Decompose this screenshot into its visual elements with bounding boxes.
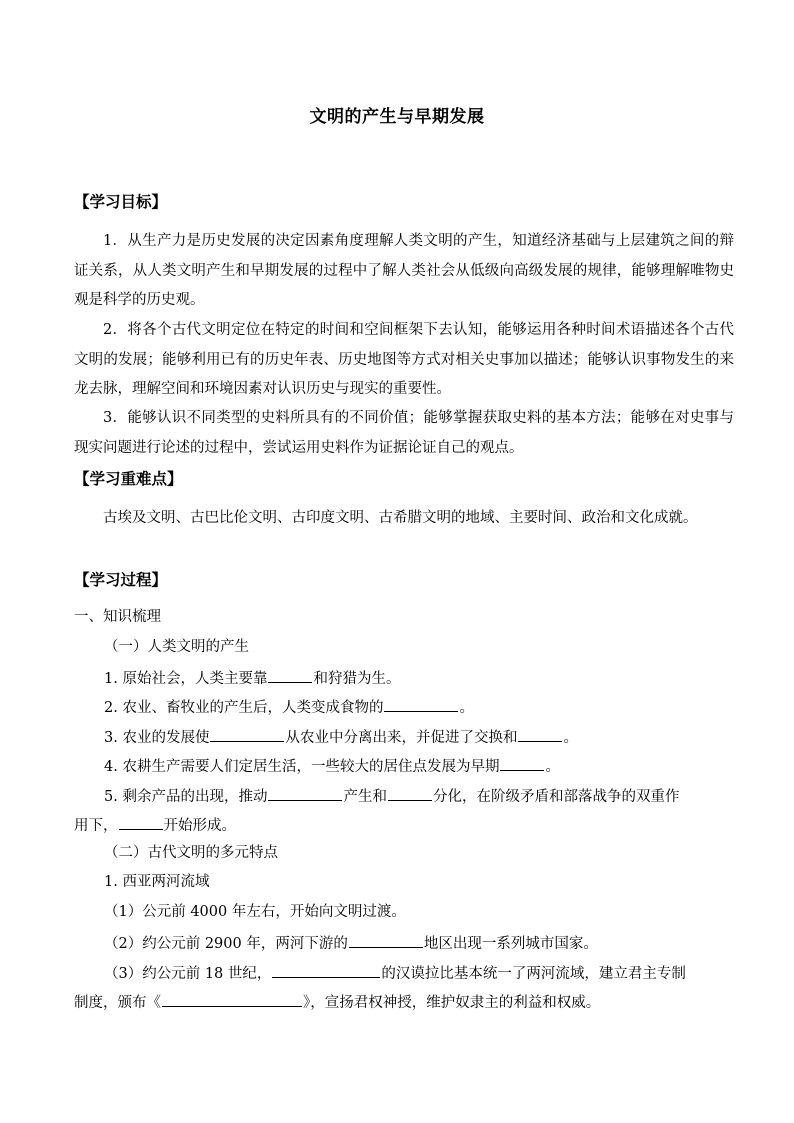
question-5-part-a: 5. 剩余产品的出现，推动 bbox=[104, 789, 268, 805]
region-point-1: （1）公元前 4000 年左右，开始向文明过渡。 bbox=[104, 904, 406, 920]
region-point-3-part-d: 》，宣扬君权神授，维护奴隶主的利益和权威。 bbox=[303, 995, 601, 1011]
process-heading: 【学习过程】 bbox=[74, 570, 168, 589]
subsection-diversity: （二）古代文明的多元特点 bbox=[104, 845, 278, 861]
question-1-part-b: 和狩猎为生。 bbox=[313, 671, 401, 687]
objective-item-1: 1．从生产力是历史发展的决定因素角度理解人类文明的产生，知道经济基础与上层建筑之间的辩证关系，从人类文明产生和早期发展的过程中了解人类社会从低级向高级发展的规律，能够理解唯物史观是科学的历史观。 bbox=[74, 233, 734, 308]
region-point-3-part-c: 制度，颁布《 bbox=[74, 995, 161, 1011]
question-3 bbox=[104, 725, 578, 748]
question-3-part-a: 3. 农业的发展使 bbox=[104, 730, 210, 746]
answer-blank[interactable] bbox=[210, 725, 284, 742]
question-2-part-b: 。 bbox=[459, 700, 474, 716]
region-point-3-line-1 bbox=[104, 961, 686, 984]
objectives-heading: 【学习目标】 bbox=[74, 192, 168, 211]
answer-blank[interactable] bbox=[162, 990, 302, 1007]
question-5-part-d: 用下， bbox=[74, 818, 118, 834]
question-1-part-a: 1. 原始社会，人类主要靠 bbox=[104, 671, 268, 687]
question-3-part-b: 从农业中分离出来，并促进了交换和 bbox=[285, 730, 518, 746]
answer-blank[interactable] bbox=[384, 695, 458, 712]
answer-blank[interactable] bbox=[268, 784, 342, 801]
objective-item-2: 2．将各个古代文明定位在特定的时间和空间框架下去认知，能够运用各种时间术语描述各个古代文明的发展；能够利用已有的历史年表、历史地图等方式对相关史事加以描述；能够认识事物发生的来龙去脉，理解空间和环境因素对认识历史与现实的重要性。 bbox=[74, 322, 734, 397]
answer-blank[interactable] bbox=[518, 725, 562, 742]
subsection-origin: （一）人类文明的产生 bbox=[104, 639, 249, 655]
section-knowledge: 一、知识梳理 bbox=[74, 609, 161, 625]
region-point-2-part-b: 地区出现一系列城市国家。 bbox=[423, 936, 598, 952]
question-4-part-b: 。 bbox=[545, 759, 560, 775]
keypoints-text: 古埃及文明、古巴比伦文明、古印度文明、古希腊文明的地域、主要时间、政治和文化成就。 bbox=[103, 510, 698, 526]
question-5-part-c: 分化，在阶级矛盾和部落战争的双重作 bbox=[432, 789, 680, 805]
answer-blank[interactable] bbox=[119, 813, 163, 830]
question-4-part-a: 4. 农耕生产需要人们定居生活，一些较大的居住点发展为早期 bbox=[104, 759, 500, 775]
answer-blank[interactable] bbox=[388, 784, 432, 801]
region-point-2-part-a: （2）约公元前 2900 年，两河下游的 bbox=[104, 936, 348, 952]
region-point-2 bbox=[104, 931, 598, 954]
answer-blank[interactable] bbox=[268, 666, 312, 683]
question-2-part-a: 2. 农业、畜牧业的产生后，人类变成食物的 bbox=[104, 700, 384, 716]
question-3-part-c: 。 bbox=[563, 730, 578, 746]
question-5-part-e: 开始形成。 bbox=[163, 818, 236, 834]
region-point-3-part-b: 的汉谟拉比基本统一了两河流域，建立君主专制 bbox=[381, 966, 686, 982]
question-5-line-2 bbox=[74, 813, 236, 836]
objective-item-3: 3．能够认识不同类型的史料所具有的不同价值；能够掌握获取史料的基本方法；能够在对史事与现实问题进行论述的过程中，尝试运用史料作为证据论证自己的观点。 bbox=[74, 410, 734, 456]
region-point-3-part-a: （3）约公元前 18 世纪， bbox=[104, 966, 272, 982]
question-1 bbox=[104, 666, 400, 689]
question-5-part-b: 产生和 bbox=[343, 789, 387, 805]
answer-blank[interactable] bbox=[500, 754, 544, 771]
answer-blank[interactable] bbox=[349, 931, 423, 948]
document-title: 文明的产生与早期发展 bbox=[309, 107, 485, 127]
question-2 bbox=[104, 695, 474, 718]
keypoints-heading: 【学习重难点】 bbox=[74, 469, 183, 488]
question-5-line-1 bbox=[104, 784, 679, 807]
region-point-3-line-2 bbox=[74, 990, 600, 1013]
answer-blank[interactable] bbox=[272, 961, 380, 978]
region-mesopotamia: 1. 西亚两河流域 bbox=[104, 874, 210, 890]
question-4 bbox=[104, 754, 560, 777]
